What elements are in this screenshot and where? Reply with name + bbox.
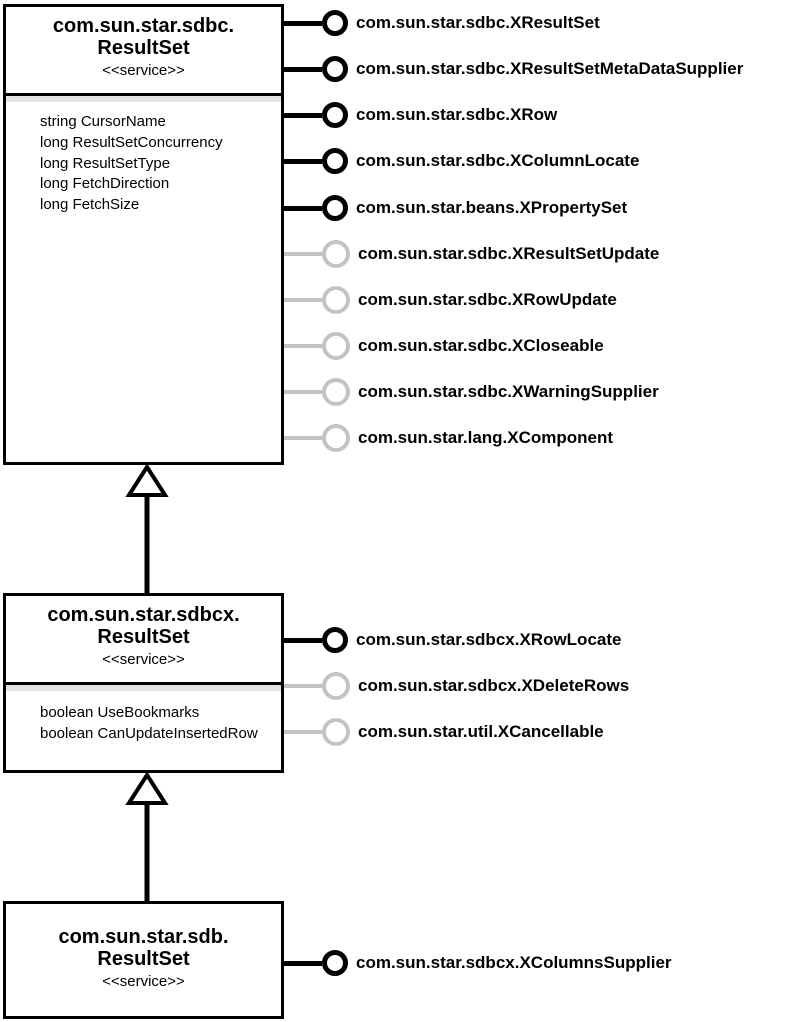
interface-connector bbox=[284, 142, 639, 180]
service-box-header bbox=[6, 596, 281, 685]
service-title-line1: com.sun.star.sdb. bbox=[58, 926, 229, 948]
property-item: string CursorName bbox=[40, 113, 166, 130]
connector-line bbox=[284, 730, 322, 734]
interface-connector bbox=[284, 373, 659, 411]
interface-connector bbox=[284, 4, 600, 42]
inheritance-arrow-sdb-to-sdbcx bbox=[125, 772, 169, 902]
interface-circle-icon bbox=[322, 672, 350, 700]
interface-circle-icon bbox=[322, 102, 348, 128]
inheritance-arrow-sdbcx-to-sdbc bbox=[125, 464, 169, 594]
service-title-line2: ResultSet bbox=[97, 37, 190, 59]
interface-circle-icon bbox=[322, 950, 348, 976]
connector-line bbox=[284, 159, 322, 164]
property-item: boolean UseBookmarks bbox=[40, 704, 200, 721]
interface-connector bbox=[284, 667, 629, 705]
service-stereotype: <<service>> bbox=[102, 973, 185, 990]
interface-label: com.sun.star.sdbc.XWarningSupplier bbox=[358, 382, 659, 401]
interface-label: com.sun.star.sdbcx.XDeleteRows bbox=[358, 676, 630, 695]
interface-label: com.sun.star.lang.XComponent bbox=[358, 428, 614, 447]
service-box-header bbox=[6, 7, 281, 96]
service-stereotype: <<service>> bbox=[102, 651, 185, 668]
interface-label: com.sun.star.sdbc.XRowUpdate bbox=[358, 290, 617, 309]
interface-circle-icon bbox=[322, 195, 348, 221]
interface-connector bbox=[284, 419, 613, 457]
connector-line bbox=[284, 344, 322, 348]
service-title-line1: com.sun.star.sdbcx. bbox=[47, 604, 240, 626]
connector-line bbox=[284, 113, 322, 118]
interface-circle-icon bbox=[322, 148, 348, 174]
interface-circle-icon bbox=[322, 718, 350, 746]
connector-line bbox=[284, 638, 322, 643]
connector-line bbox=[284, 21, 322, 26]
interface-label: com.sun.star.sdbc.XResultSet bbox=[356, 13, 600, 32]
service-title-line2: ResultSet bbox=[97, 948, 190, 970]
interface-label: com.sun.star.sdbc.XCloseable bbox=[358, 336, 604, 355]
connector-line bbox=[284, 436, 322, 440]
service-box-sdbc-resultset bbox=[3, 4, 284, 465]
service-title-line1: com.sun.star.sdbc. bbox=[52, 15, 235, 37]
interface-circle-icon bbox=[322, 627, 348, 653]
property-item: long ResultSetConcurrency bbox=[40, 133, 223, 151]
interface-label: com.sun.star.sdbcx.XColumnsSupplier bbox=[356, 953, 672, 972]
interface-connector bbox=[284, 189, 627, 227]
property-item: boolean CanUpdateInsertedRow bbox=[40, 724, 258, 742]
connector-line bbox=[284, 390, 322, 394]
interface-connector bbox=[284, 327, 604, 365]
properties-list bbox=[6, 102, 281, 216]
interface-connector bbox=[284, 50, 743, 88]
interface-label: com.sun.star.sdbc.XRow bbox=[356, 105, 558, 124]
connector-line bbox=[284, 961, 322, 966]
service-box-sdb-resultset bbox=[3, 901, 284, 1019]
interface-circle-icon bbox=[322, 56, 348, 82]
interface-connector bbox=[284, 235, 659, 273]
connector-line bbox=[284, 206, 322, 211]
interface-label: com.sun.star.sdbc.XResultSetMetaDataSupplier bbox=[356, 59, 744, 78]
connector-line bbox=[284, 298, 322, 302]
property-item: long ResultSetType bbox=[40, 154, 171, 172]
interface-circle-icon bbox=[322, 286, 350, 314]
interface-connector bbox=[284, 621, 621, 659]
properties-list bbox=[6, 691, 281, 745]
interface-circle-icon bbox=[322, 240, 350, 268]
service-stereotype: <<service>> bbox=[102, 62, 185, 79]
interface-label: com.sun.star.sdbc.XColumnLocate bbox=[356, 151, 640, 170]
connector-line bbox=[284, 67, 322, 72]
connector-line bbox=[284, 252, 322, 256]
connector-line bbox=[284, 684, 322, 688]
interface-connector bbox=[284, 96, 557, 134]
property-item: long FetchDirection bbox=[40, 175, 170, 193]
interface-label: com.sun.star.beans.XPropertySet bbox=[356, 198, 628, 217]
service-box-header bbox=[6, 904, 281, 990]
service-title-line2: ResultSet bbox=[97, 626, 190, 648]
interface-circle-icon bbox=[322, 10, 348, 36]
interface-label: com.sun.star.sdbcx.XRowLocate bbox=[356, 630, 622, 649]
service-box-sdbcx-resultset bbox=[3, 593, 284, 773]
interface-circle-icon bbox=[322, 378, 350, 406]
interface-circle-icon bbox=[322, 332, 350, 360]
interface-connector bbox=[284, 713, 604, 751]
interface-connector bbox=[284, 944, 672, 982]
interface-circle-icon bbox=[322, 424, 350, 452]
interface-label: com.sun.star.util.XCancellable bbox=[358, 722, 604, 741]
property-item: long FetchSize bbox=[40, 196, 140, 214]
interface-connector bbox=[284, 281, 617, 319]
interface-label: com.sun.star.sdbc.XResultSetUpdate bbox=[358, 244, 660, 263]
